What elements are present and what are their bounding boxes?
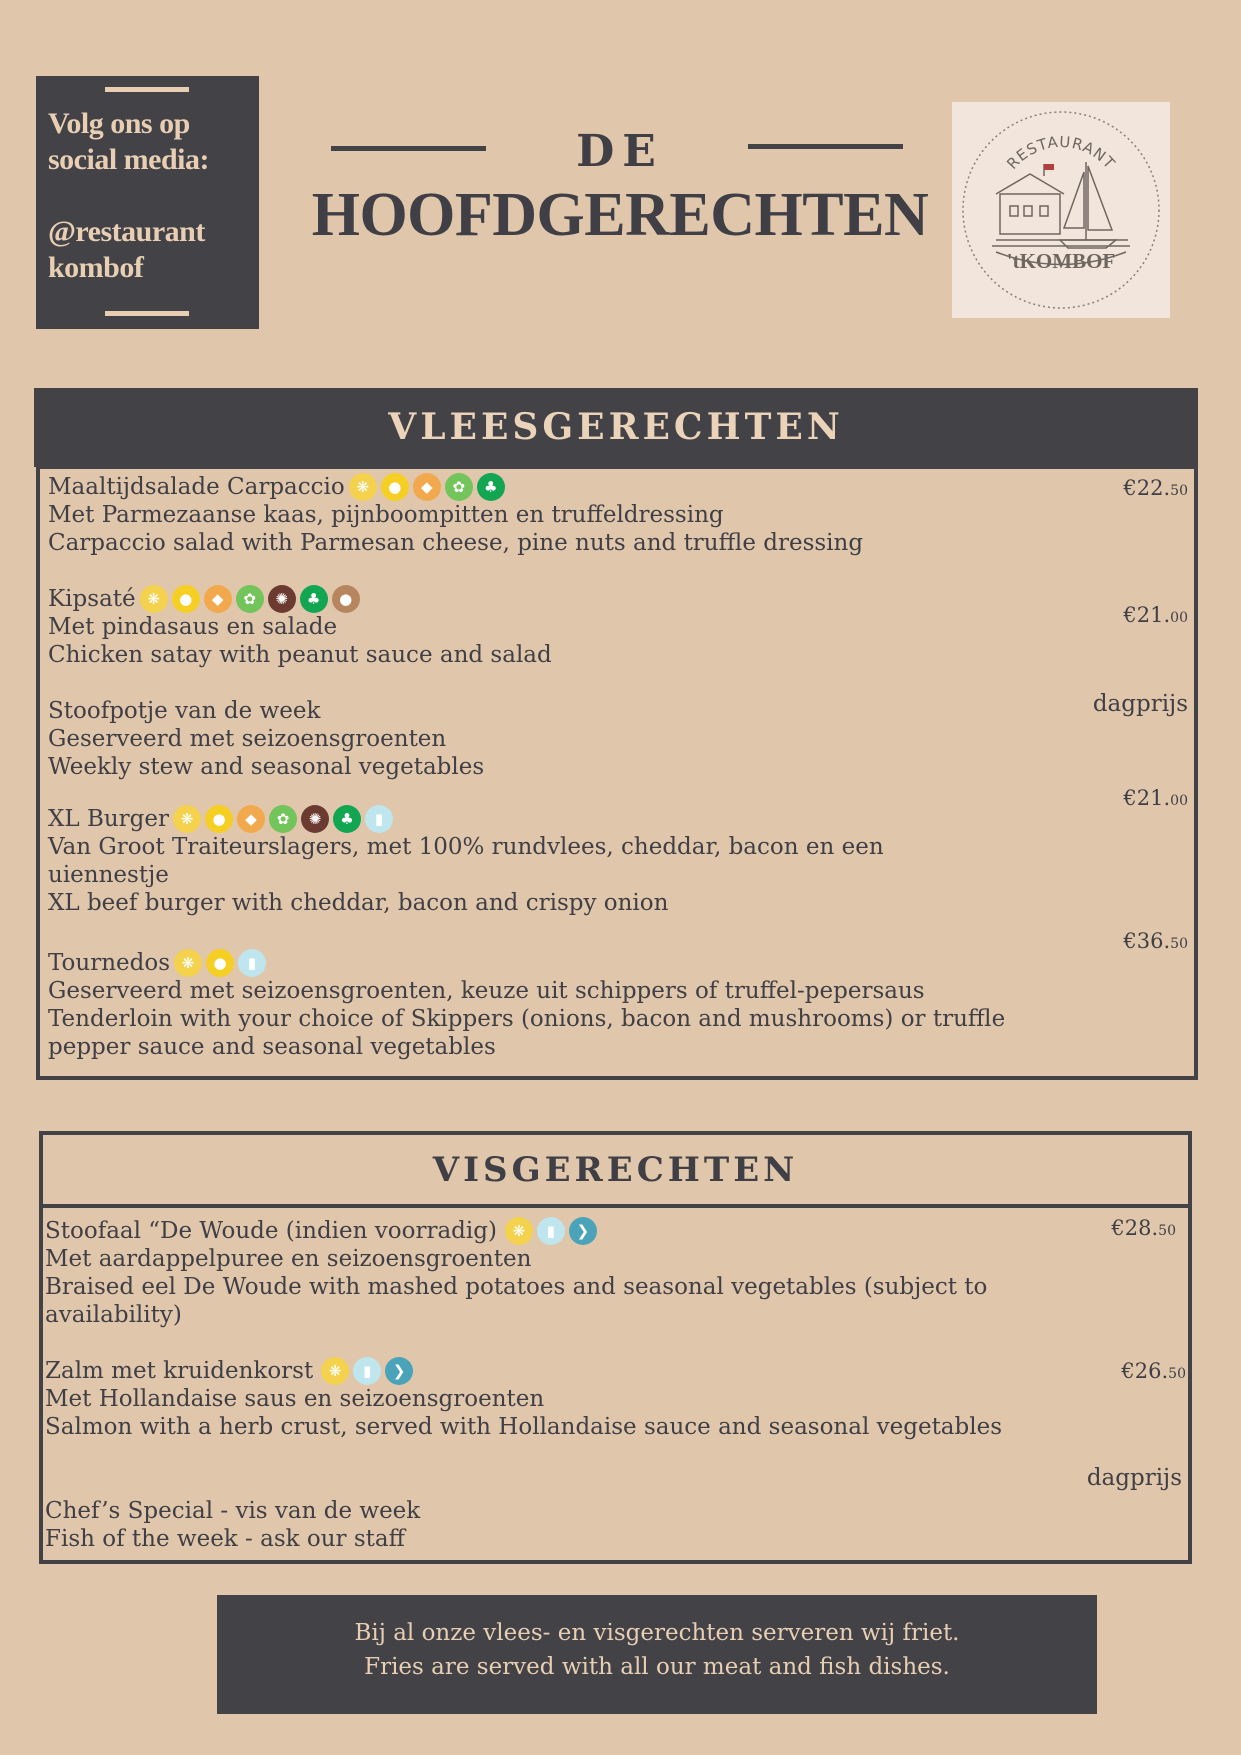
menu-item — [45, 1217, 1025, 1329]
fish-icon: ❯ — [569, 1217, 597, 1245]
footer-note — [217, 1595, 1097, 1714]
mustard-icon: ✺ — [301, 805, 329, 833]
logo-arc-text: RESTAURANT — [1003, 132, 1119, 173]
page-title: HOOFDGERECHTEN — [311, 181, 929, 249]
social-handle-2: kombof — [48, 251, 144, 284]
svg-text:RESTAURANT — [1003, 133, 1119, 173]
milk-icon: ▮ — [238, 949, 266, 977]
menu-item-name: Stoofpotje van de week — [48, 698, 321, 724]
meat-section-header: VLEESGERECHTEN — [34, 388, 1198, 467]
gluten-icon: ❋ — [505, 1217, 533, 1245]
lupine-icon: ♣ — [333, 805, 361, 833]
menu-item-price: €28.50 — [1111, 1216, 1176, 1240]
celery-icon: ✿ — [445, 473, 473, 501]
peanut-icon: ● — [332, 585, 360, 613]
menu-item-name: Chef’s Special - vis van de week — [45, 1498, 421, 1524]
gluten-icon: ❋ — [173, 805, 201, 833]
menu-item — [48, 585, 552, 669]
lactose-icon: ◆ — [204, 585, 232, 613]
menu-item-desc-en: Fish of the week - ask our staff — [45, 1526, 405, 1552]
lupine-icon: ♣ — [477, 473, 505, 501]
menu-item-name: Maaltijdsalade Carpaccio — [48, 474, 345, 500]
social-media-box — [36, 76, 259, 329]
menu-item-name: Tournedos — [48, 950, 171, 976]
menu-item-name: Zalm met kruidenkorst — [45, 1358, 314, 1384]
milk-icon: ▮ — [353, 1357, 381, 1385]
lupine-icon: ♣ — [300, 585, 328, 613]
menu-item-name: Kipsaté — [48, 586, 136, 612]
menu-item-price: €36.50 — [1123, 929, 1188, 953]
menu-item — [45, 1497, 420, 1553]
social-box-bottom-bar — [105, 311, 189, 316]
fish-section-header: VISGERECHTEN — [43, 1135, 1188, 1208]
egg-icon: ● — [172, 585, 200, 613]
lactose-icon: ◆ — [413, 473, 441, 501]
menu-item — [48, 805, 1048, 917]
menu-item-desc-nl: Met Hollandaise saus en seizoensgroenten — [45, 1386, 545, 1412]
footer-line-nl: Bij al onze vlees- en visgerechten serveren wij friet. — [354, 1620, 960, 1646]
title-small: DE — [576, 126, 664, 177]
menu-item-name: XL Burger — [48, 806, 169, 832]
menu-item-desc-en: Carpaccio salad with Parmesan cheese, pine nuts and truffle dressing — [48, 530, 864, 556]
menu-item-desc-nl: Van Groot Traiteurslagers, met 100% rundvlees, cheddar, bacon en een uiennestje — [48, 834, 884, 888]
gluten-icon: ❋ — [174, 949, 202, 977]
menu-item-desc-nl: Met pindasaus en salade — [48, 614, 338, 640]
menu-item-name: Stoofaal “De Woude (indien voorradig) — [45, 1218, 497, 1244]
fish-section — [39, 1131, 1192, 1564]
egg-icon: ● — [381, 473, 409, 501]
meat-section — [36, 465, 1198, 1080]
menu-item-desc-en: Braised eel De Woude with mashed potatoes and seasonal vegetables (subject to availability) — [45, 1274, 988, 1328]
menu-item-desc-nl: Met Parmezaanse kaas, pijnboompitten en truffeldressing — [48, 502, 724, 528]
gluten-icon: ❋ — [321, 1357, 349, 1385]
celery-icon: ✿ — [269, 805, 297, 833]
menu-item-desc-en: XL beef burger with cheddar, bacon and crispy onion — [48, 890, 669, 916]
social-line-1: Volg ons op — [48, 107, 190, 140]
egg-icon: ● — [205, 805, 233, 833]
menu-item — [45, 1357, 1025, 1441]
menu-item — [48, 949, 1148, 1061]
menu-item-price: €21.00 — [1123, 786, 1188, 810]
menu-item-desc-nl: Met aardappelpuree en seizoensgroenten — [45, 1246, 532, 1272]
title-rule-right — [748, 144, 903, 149]
menu-item-desc-en: Chicken satay with peanut sauce and salad — [48, 642, 552, 668]
gluten-icon: ❋ — [140, 585, 168, 613]
milk-icon: ▮ — [537, 1217, 565, 1245]
title-rule-left — [331, 146, 486, 151]
mustard-icon: ✺ — [268, 585, 296, 613]
menu-item-price: €21.00 — [1123, 603, 1188, 627]
footer-line-en: Fries are served with all our meat and fish dishes. — [364, 1654, 950, 1680]
menu-item — [48, 697, 484, 781]
menu-item-desc-en: Salmon with a herb crust, served with Hollandaise sauce and seasonal vegetables — [45, 1414, 1003, 1440]
menu-item-price: dagprijs — [1092, 691, 1188, 717]
egg-icon: ● — [206, 949, 234, 977]
social-handle-1: @restaurant — [48, 215, 205, 248]
menu-item-price: dagprijs — [1086, 1465, 1182, 1491]
logo-name: 'tKOMBOF — [1006, 249, 1116, 273]
menu-item-desc-en: Weekly stew and seasonal vegetables — [48, 754, 485, 780]
fish-icon: ❯ — [385, 1357, 413, 1385]
restaurant-logo — [952, 102, 1170, 318]
menu-item-desc-en: Tenderloin with your choice of Skippers (onions, bacon and mushrooms) or truffle pepper sauce and seasonal vegetables — [48, 1006, 1006, 1060]
social-line-2: social media: — [48, 143, 209, 176]
celery-icon: ✿ — [236, 585, 264, 613]
milk-icon: ▮ — [365, 805, 393, 833]
lactose-icon: ◆ — [237, 805, 265, 833]
menu-item-price: €22.50 — [1123, 476, 1188, 500]
social-box-top-bar — [105, 87, 189, 92]
menu-item-desc-nl: Geserveerd met seizoensgroenten, keuze uit schippers of truffel-pepersaus — [48, 978, 925, 1004]
gluten-icon: ❋ — [349, 473, 377, 501]
menu-item — [48, 473, 863, 557]
menu-item-price: €26.50 — [1121, 1359, 1186, 1383]
menu-item-desc-nl: Geserveerd met seizoensgroenten — [48, 726, 447, 752]
logo-seal-icon — [952, 102, 1170, 318]
